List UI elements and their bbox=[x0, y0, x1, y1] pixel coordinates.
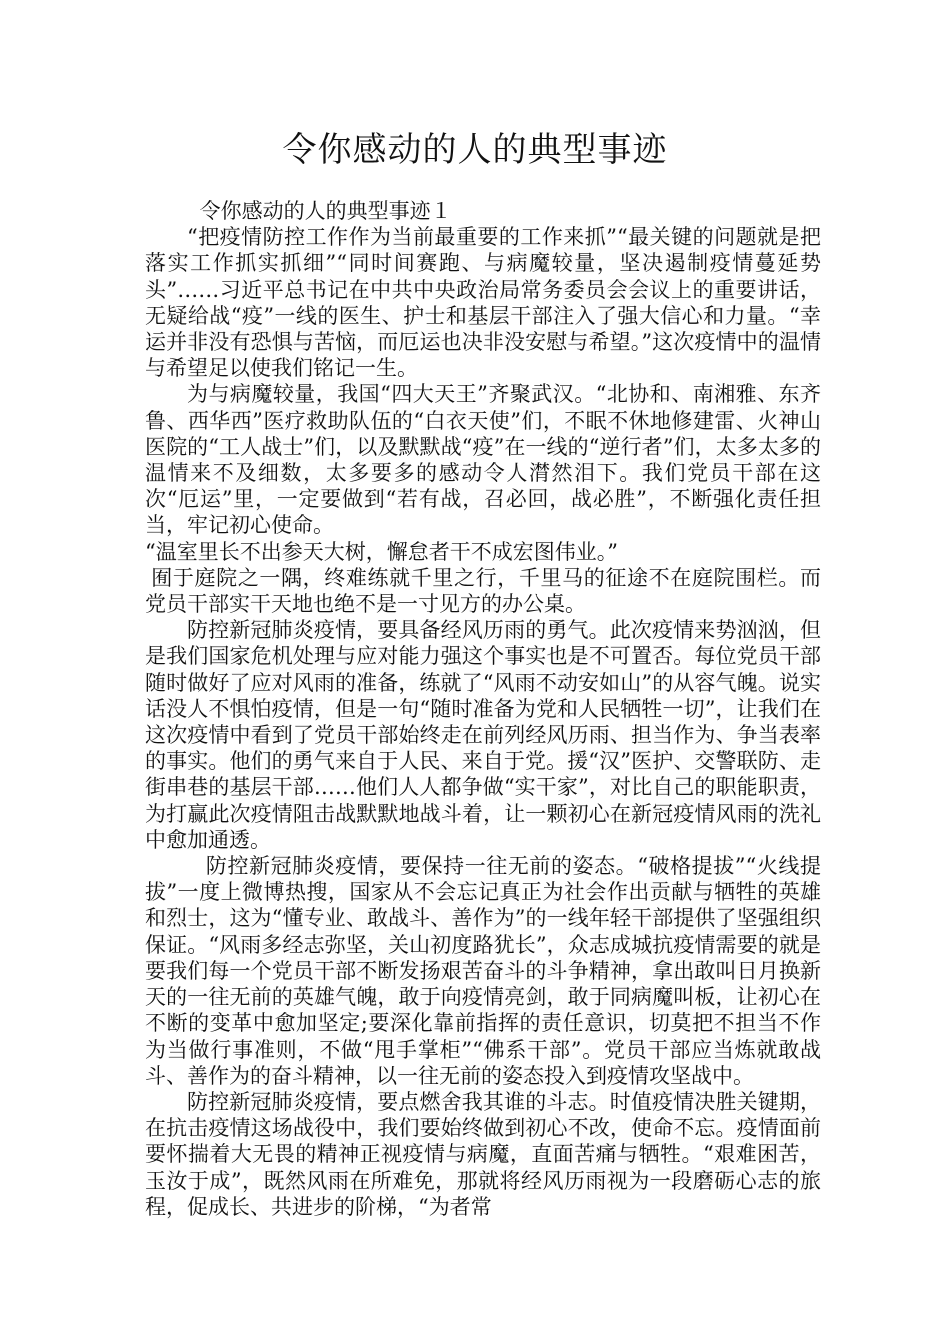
document-title: 令你感动的人的典型事迹 bbox=[282, 130, 668, 170]
paragraph: 防控新冠肺炎疫情，要保持一往无前的姿态。“破格提拔”“火线提拔”一度上微博热搜，国家从不会忘记真正为社会作出贡献与牺牲的英雄和烈士，这为“懂专业、敢战斗、善作为”的一线年轻干部提供了坚强组织保证。“风雨多经志弥坚，关山初度路犹长”，众志成城抗疫情需要的就是要我们每一个党员干部不断发扬艰苦奋斗的斗争精神，拿出敢叫日月换新天的一往无前的英雄气魄，敢于向疫情亮剑，敢于同病魔叫板，让初心在不断的变革中愈加坚定;要深化靠前指挥的责任意识，切莫把不担当不作为当做行事准则，不做“甩手掌柜”“佛系干部”。党员干部应当炼就敢战斗、善作为的奋斗精神，以一往无前的姿态投入到疫情攻坚战中。 bbox=[145, 854, 821, 1088]
paragraph: “把疫情防控工作作为当前最重要的工作来抓”“最关键的问题就是把落实工作抓实抓细”“同时间赛跑、与病魔较量，坚决遏制疫情蔓延势头”……习近平总书记在中共中央政治局常务委员会会议上的重要讲话，无疑给战“疫”一线的医生、护士和基层干部注入了强大信心和力量。“幸运并非没有恐惧与苦恼，而厄运也决非没安慰与希望。”这次疫情中的温情与希望足以使我们铭记一生。 bbox=[145, 225, 821, 381]
paragraph: “温室里长不出参天大树，懈怠者干不成宏图伟业。” bbox=[145, 539, 618, 564]
paragraph: 防控新冠肺炎疫情，要点燃舍我其谁的斗志。时值疫情决胜关键期，在抗击疫情这场战役中，我们要始终做到初心不改，使命不忘。疫情面前要怀揣着大无畏的精神正视疫情与病魔，直面苦痛与牺牲。“艰难困苦，玉汝于成”，既然风雨在所难免，那就将经风历雨视为一段磨砺心志的旅程，促成长、共进步的阶梯，“为者常 bbox=[145, 1089, 821, 1219]
section-heading: 令你感动的人的典型事迹１ bbox=[199, 199, 452, 223]
paragraph: 为与病魔较量，我国“四大天王”齐聚武汉。“北协和、南湘雅、东齐鲁、西华西”医疗救助队伍的“白衣天使”们，不眠不休地修建雷、火神山医院的“工人战士”们，以及默默战“疫”在一线的“逆行者”们，太多太多的温情来不及细数，太多要多的感动令人潸然泪下。我们党员干部在这次“厄运”里，一定要做到“若有战，召必回，战必胜”，不断强化责任担当，牢记初心使命。 bbox=[145, 382, 821, 538]
paragraph: 囿于庭院之一隅，终难练就千里之行，千里马的征途不在庭院围栏。而党员干部实干天地也绝不是一寸见方的办公桌。 bbox=[145, 565, 821, 617]
document-body bbox=[145, 198, 821, 1220]
paragraph: 防控新冠肺炎疫情，要具备经风历雨的勇气。此次疫情来势汹汹，但是我们国家危机处理与应对能力强这个事实也是不可置否。每位党员干部随时做好了应对风雨的准备，练就了“风雨不动安如山”的从容气魄。说实话没人不惧怕疫情，但是一句“随时准备为党和人民牺牲一切”，让我们在这次疫情中看到了党员干部始终走在前列经风历雨、担当作为、争当表率的事实。他们的勇气来自于人民、来自于党。援“汉”医护、交警联防、走街串巷的基层干部……他们人人都争做“实干家”，对比自己的职能职责，为打赢此次疫情阻击战默默地战斗着，让一颗初心在新冠疫情风雨的洗礼中愈加通透。 bbox=[145, 618, 821, 852]
